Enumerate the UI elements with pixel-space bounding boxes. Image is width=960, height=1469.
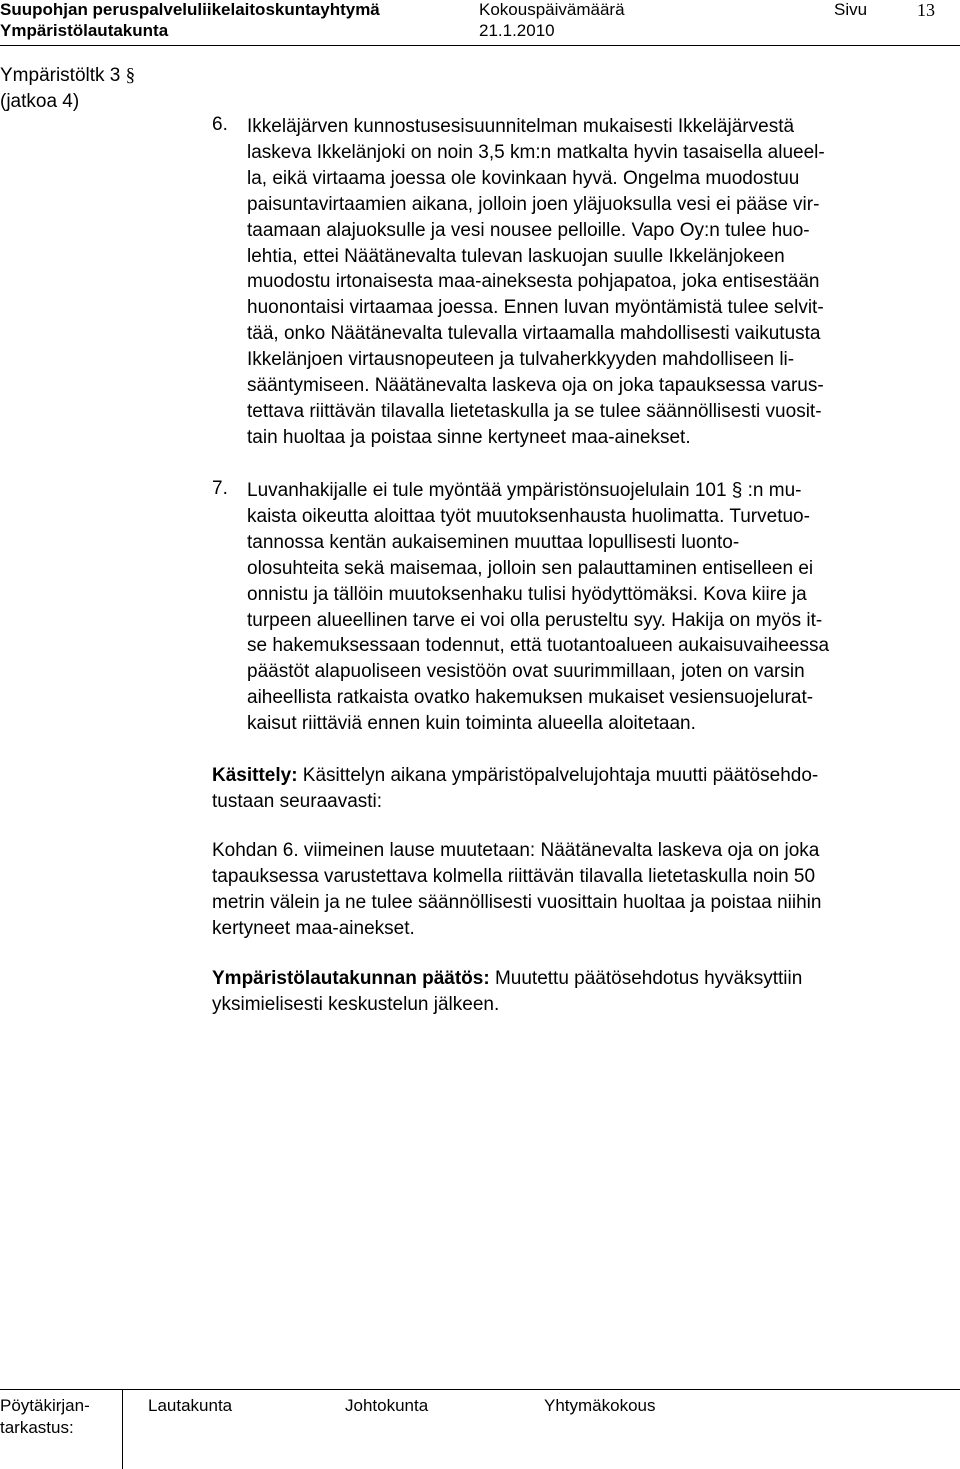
check-label bbox=[0, 1395, 90, 1439]
footer-rule bbox=[0, 1389, 960, 1390]
continued-note: (jatkoa 4) bbox=[0, 91, 80, 112]
decision-text: Muutettu päätösehdotus hyväksyttiin bbox=[489, 968, 803, 989]
text-line: lehtia, ettei Näätänevalta tulevan laskuojan suulle Ikkelänjokeen bbox=[247, 245, 785, 267]
amendment-paragraph bbox=[212, 838, 821, 942]
text-line: metrin välein ja ne tulee säännöllisesti vuosittain huoltaa ja poistaa niihin bbox=[212, 891, 822, 913]
text-line: sääntymiseen. Näätänevalta laskeva oja on joka tapauksessa varus- bbox=[247, 375, 824, 397]
handling-line bbox=[212, 763, 818, 789]
page-number: 13 bbox=[917, 0, 935, 20]
text-line: tää, onko Näätänevalta tulevalla virtaamalla mahdollisesti vaikutusta bbox=[247, 323, 821, 345]
item-7-text bbox=[247, 478, 829, 737]
text-line: turpeen alueellinen tarve ei voi olla perusteltu syy. Hakija on myös it- bbox=[247, 609, 823, 631]
text-line: la, eikä virtaama joessa ole kovinkaan hyvä. Ongelma muodostuu bbox=[247, 167, 800, 189]
decision-paragraph bbox=[212, 966, 802, 1018]
org-name: Suupohjan peruspalveluliikelaitoskuntayhtymä bbox=[0, 0, 380, 19]
item-number: 6. bbox=[212, 114, 228, 135]
handling-label: Käsittely: bbox=[212, 765, 298, 786]
decision-label: Ympäristölautakunnan päätös: bbox=[212, 968, 490, 989]
footer-col-johtokunta: Johtokunta bbox=[345, 1396, 429, 1415]
handling-paragraph bbox=[212, 763, 818, 815]
footer-col-lautakunta: Lautakunta bbox=[148, 1396, 233, 1415]
handling-text: Käsittelyn aikana ympäristöpalvelujohtaja muutti päätösehdo- bbox=[297, 765, 819, 786]
text-line: tettava riittävän tilavalla lietetaskulla ja se tulee säännöllisesti vuosit- bbox=[247, 400, 822, 422]
meeting-date: 21.1.2010 bbox=[479, 21, 555, 40]
header-rule bbox=[0, 45, 960, 46]
text-line: muodostu irtonaisesta maa-aineksesta pohjapatoa, joka entisestään bbox=[247, 271, 820, 293]
text-line: Kohdan 6. viimeinen lause muutetaan: Näätänevalta laskeva oja on joka bbox=[212, 840, 820, 861]
item-6-text bbox=[247, 114, 825, 451]
footer-col-yhtymakokous: Yhtymäkokous bbox=[544, 1396, 656, 1415]
handling-line: tustaan seuraavasti: bbox=[212, 790, 383, 812]
section-symbol: § bbox=[125, 65, 136, 86]
item-number: 7. bbox=[212, 478, 228, 499]
text-line: se hakemuksessaan todennut, että tuotantoalueen aukaisuvaiheessa bbox=[247, 635, 830, 657]
section-ref: Ympäristöltk 3 bbox=[0, 65, 121, 86]
text-line: tapauksessa varustettava kolmella riittävän tilavalla lietetaskulla noin 50 bbox=[212, 865, 816, 887]
text-line: aiheellista ratkaista ovatko hakemuksen mukaiset vesiensuojelurat- bbox=[247, 687, 814, 709]
check-label-line: tarkastus: bbox=[0, 1418, 74, 1437]
check-label-line: Pöytäkirjan- bbox=[0, 1396, 90, 1415]
board-name: Ympäristölautakunta bbox=[0, 21, 169, 40]
text-line: Luvanhakijalle ei tule myöntää ympäristönsuojelulain 101 § :n mu- bbox=[247, 480, 802, 501]
text-line: tain huoltaa ja poistaa sinne kertyneet maa-ainekset. bbox=[247, 426, 691, 448]
text-line: kaisut riittäviä ennen kuin toiminta alueella aloitetaan. bbox=[247, 713, 696, 735]
text-line: Ikkelänjoen virtausnopeuteen ja tulvaherkkyyden mahdolliseen li- bbox=[247, 349, 795, 371]
text-line: olosuhteita sekä maisemaa, jolloin sen palauttaminen entiselleen ei bbox=[247, 557, 814, 579]
text-line: paisuntavirtaamien aikana, jolloin joen yläjuoksulla vesi ei pääse vir- bbox=[247, 193, 820, 215]
decision-line: yksimielisesti keskustelun jälkeen. bbox=[212, 993, 500, 1015]
text-line: tannossa kentän aukaiseminen muuttaa lopullisesti luonto- bbox=[247, 531, 740, 553]
footer-divider bbox=[122, 1389, 123, 1469]
text-line: taamaan alajuoksulle ja vesi nousee pelloille. Vapo Oy:n tulee huo- bbox=[247, 219, 810, 241]
text-line: kertyneet maa-ainekset. bbox=[212, 917, 415, 939]
text-line: päästöt alapuoliseen vesistöön ovat suurimmillaan, joten on varsin bbox=[247, 661, 805, 683]
section-reference bbox=[0, 63, 135, 88]
date-label: Kokouspäivämäärä bbox=[479, 0, 625, 19]
page-label: Sivu bbox=[834, 0, 868, 19]
text-line: huonontaisi virtaamaa joessa. Ennen luvan myöntämistä tulee selvit- bbox=[247, 297, 824, 319]
text-line: Ikkeläjärven kunnostusesisuunnitelman mukaisesti Ikkeläjärvestä bbox=[247, 116, 795, 137]
decision-line bbox=[212, 966, 802, 992]
text-line: onnistu ja tällöin muutoksenhaku tulisi hyödyttömäksi. Kova kiire ja bbox=[247, 583, 807, 605]
text-line: kaista oikeutta aloittaa työt muutoksenhausta huolimatta. Turvetuo- bbox=[247, 505, 810, 527]
text-line: laskeva Ikkelänjoki on noin 3,5 km:n matkalta hyvin tasaisella alueel- bbox=[247, 141, 825, 163]
